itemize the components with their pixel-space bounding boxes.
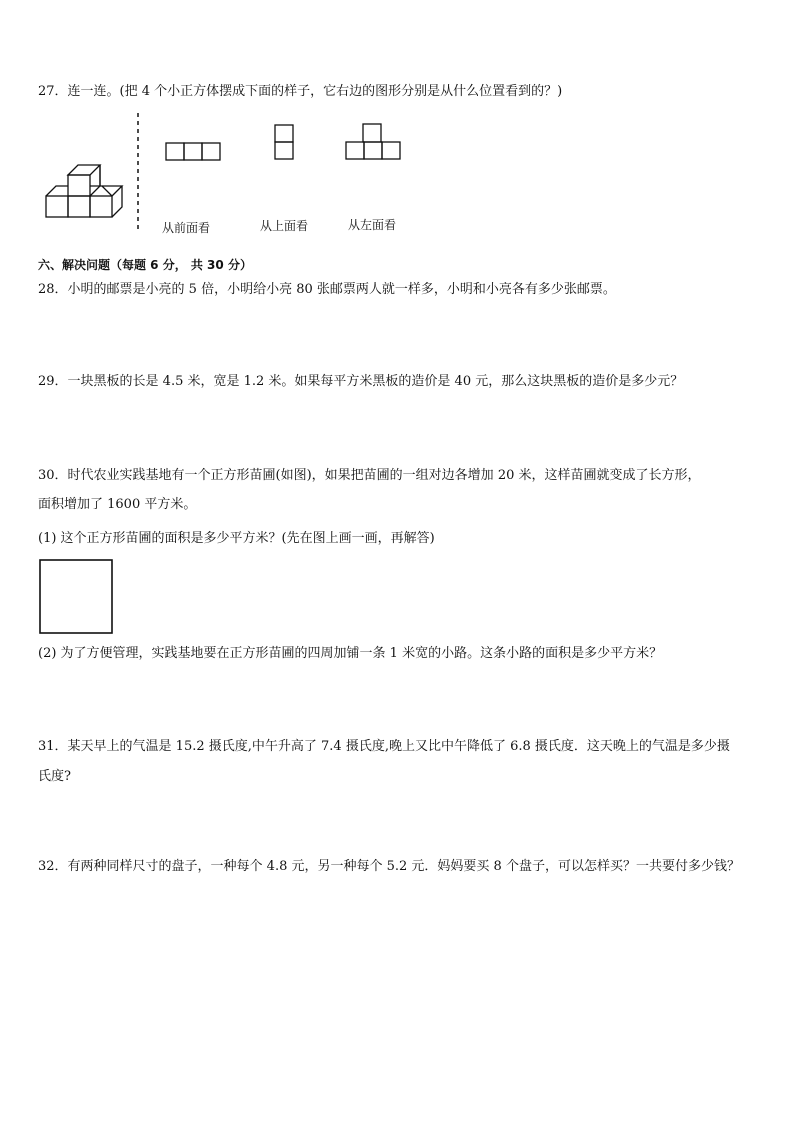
label-front-view: 从前面看 [162, 221, 211, 235]
view-figure-two-stacked [274, 124, 296, 162]
q32-text: 32．有两种同样尺寸的盘子，一种每个 4.8 元，另一种每个 5.2 元．妈妈要买 8 个盘子，可以怎样买？一共要付多少钱？ [38, 859, 740, 874]
q28-text: 28．小明的邮票是小亮的 5 倍，小明给小亮 80 张邮票两人就一样多，小明和小亮各有多少张邮票。 [38, 282, 616, 297]
q27-prompt: 27．连一连。(把 4 个小正方体摆成下面的样子，它右边的图形分别是从什么位置看到的？) [38, 84, 563, 99]
q30-text-line1: 30．时代农业实践基地有一个正方形苗圃(如图)，如果把苗圃的一组对边各增加 20 米，这样苗圃就变成了长方形， [38, 468, 701, 483]
q31-text-line2: 氏度? [38, 769, 71, 784]
view-figure-three-in-row [165, 142, 223, 162]
q30-sub2: (2) 为了方便管理，实践基地要在正方形苗圃的四周加铺一条 1 米宽的小路。这条小路的面积是多少平方米？ [38, 646, 663, 661]
dashed-divider [136, 113, 140, 233]
q31-text-line1: 31．某天早上的气温是 15.2 摄氏度,中午升高了 7.4 摄氏度,晚上又比中午降低了 6.8 摄氏度．这天晚上的气温是多少摄 [38, 739, 730, 754]
cube-arrangement-figure [44, 160, 134, 220]
label-left-view: 从左面看 [348, 218, 397, 232]
q30-sub1: (1) 这个正方形苗圃的面积是多少平方米？(先在图上画一画，再解答) [38, 531, 435, 546]
view-figure-three-with-top [345, 123, 405, 163]
q29-text: 29．一块黑板的长是 4.5 米，宽是 1.2 米。如果每平方米黑板的造价是 40 元，那么这块黑板的造价是多少元？ [38, 374, 684, 389]
label-top-view: 从上面看 [260, 219, 309, 233]
square-nursery-figure [39, 559, 115, 635]
section-heading: 六、解决问题（每题 6 分， 共 30 分） [38, 258, 252, 272]
q30-text-line2: 面积增加了 1600 平方米。 [38, 497, 197, 512]
